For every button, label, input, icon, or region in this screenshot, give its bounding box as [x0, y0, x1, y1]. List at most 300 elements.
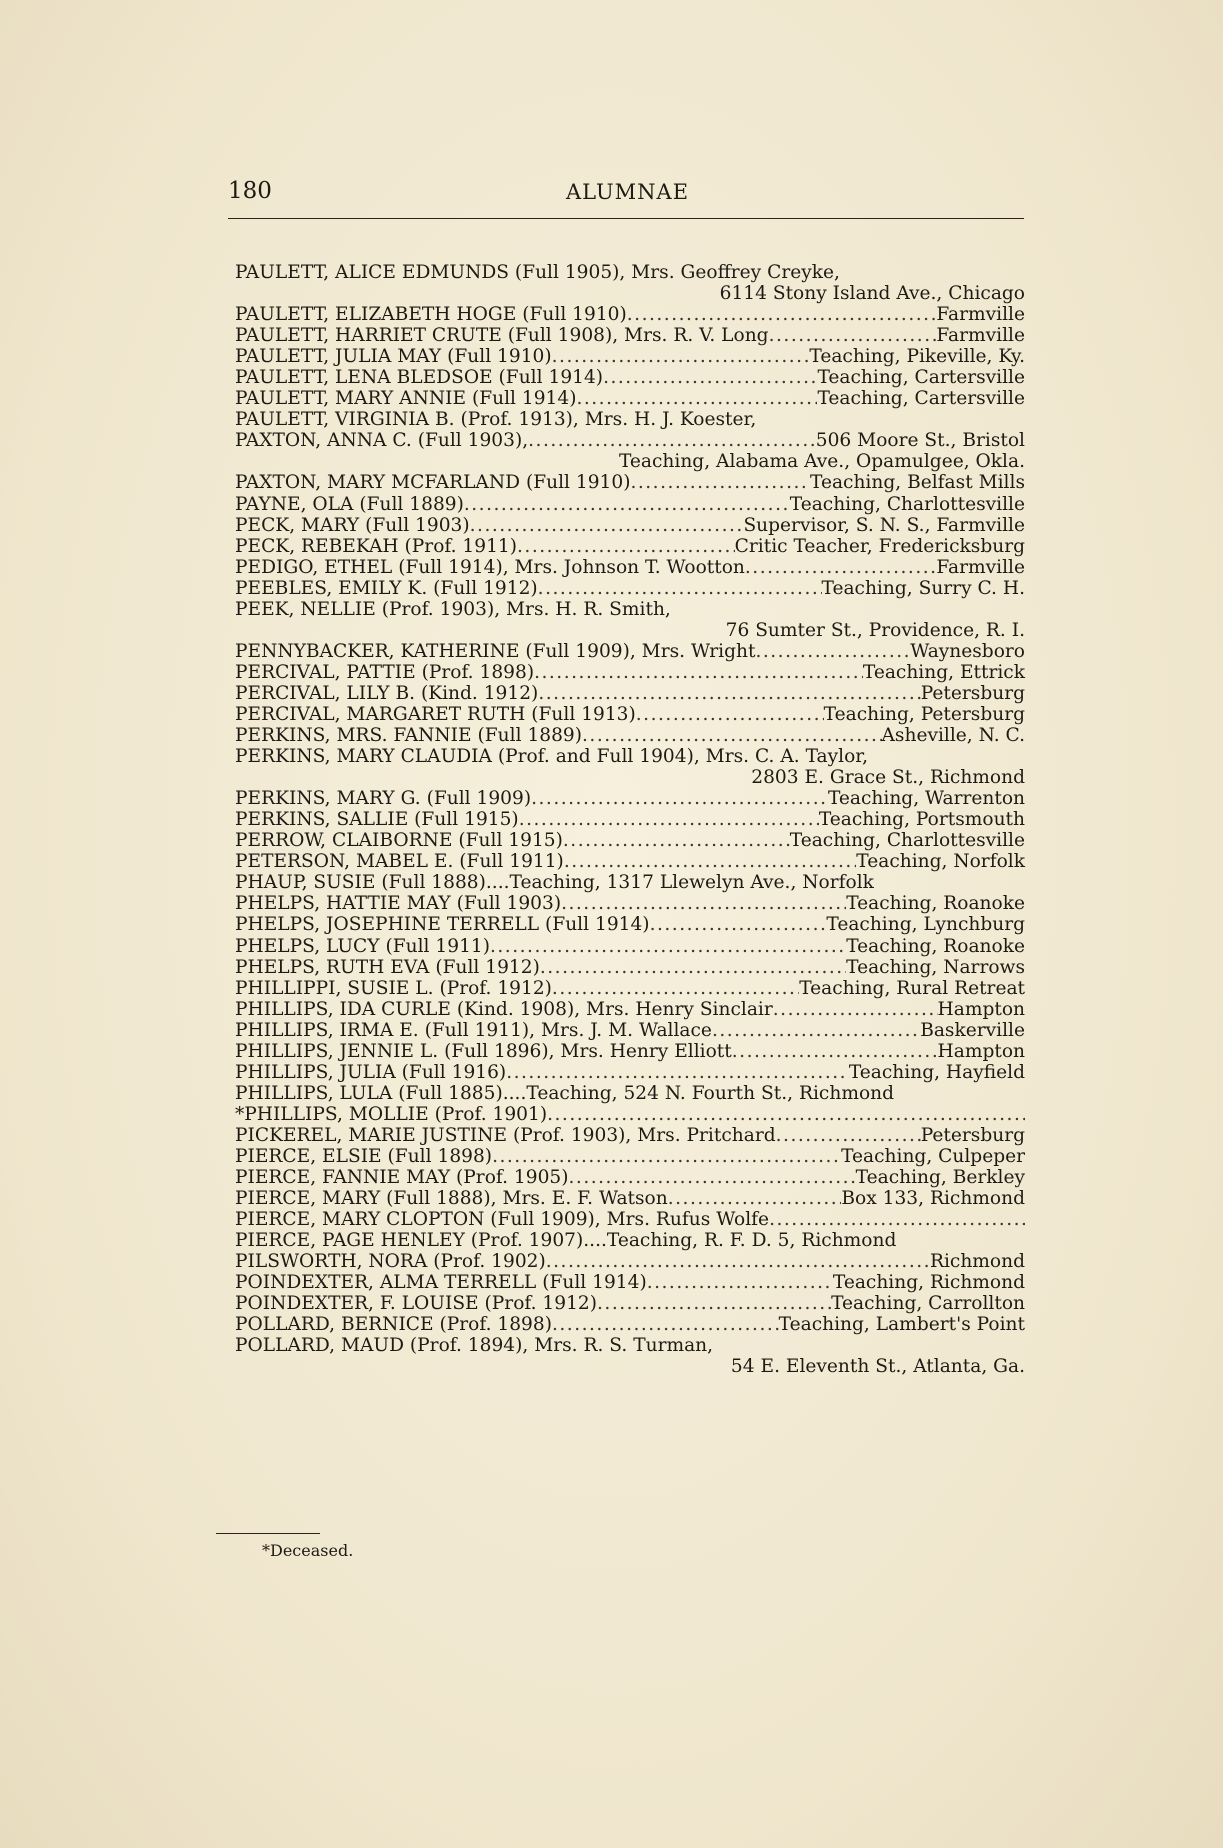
entry-line — [235, 704, 1025, 725]
dot-leader — [636, 704, 824, 725]
alumna-name: PEEBLES, EMILY K. — [235, 577, 428, 599]
entry-destination: Teaching, Hayfield — [848, 1061, 1025, 1083]
entry-destination: Box 133, Richmond — [841, 1188, 1025, 1210]
entry-destination: Petersburg — [920, 1124, 1025, 1146]
alumnae-list — [235, 262, 1025, 1377]
entry-main — [235, 1272, 647, 1293]
alumna-name: PERCIVAL, PATTIE — [235, 661, 416, 683]
alumna-name: PETERSON, MABEL E. — [235, 851, 454, 873]
entry-main — [235, 662, 534, 683]
entry-details: (Prof. 1905) — [450, 1167, 569, 1189]
entry-details: (Prof. 1913), Mrs. H. J. Koester, — [454, 409, 757, 431]
entry-line — [235, 1272, 1025, 1293]
entry-main — [235, 1251, 546, 1272]
list-item — [235, 1020, 1025, 1041]
entry-details: (Full 1888), Mrs. E. F. Watson — [380, 1188, 668, 1210]
entry-line — [235, 388, 1025, 409]
entry-continuation: Teaching, Alabama Ave., Opamulgee, Okla. — [618, 451, 1025, 473]
entry-details: (Full 1885)....Teaching, 524 N. Fourth St., Richmond — [392, 1082, 895, 1104]
entry-destination: Teaching, Lambert's Point — [778, 1314, 1025, 1336]
list-item — [235, 304, 1025, 325]
entry-details: (Full 1896), Mrs. Henry Elliott — [438, 1040, 732, 1062]
dot-leader — [506, 1062, 849, 1083]
alumna-name: PILSWORTH, NORA — [235, 1251, 428, 1273]
entry-line — [235, 1335, 1025, 1356]
dot-leader — [528, 430, 816, 451]
entry-main — [235, 914, 650, 935]
entry-line — [235, 746, 1025, 767]
alumna-name: PAULETT, ALICE EDMUNDS — [235, 262, 509, 283]
entry-main — [235, 1335, 713, 1356]
list-item — [235, 936, 1025, 957]
entry-line — [235, 936, 1025, 957]
alumna-name: PHILLIPPI, SUSIE L. — [235, 977, 434, 999]
alumna-name: PHILLIPS, IDA CURLE — [235, 998, 451, 1020]
entry-continuation: 2803 E. Grace St., Richmond — [751, 767, 1025, 789]
entry-details: (Full 1914) — [492, 367, 604, 389]
entry-destination: Teaching, Norfolk — [856, 851, 1025, 873]
entry-line — [235, 262, 1025, 283]
dot-leader — [552, 1314, 779, 1335]
entry-line — [235, 557, 1025, 578]
footnote: *Deceased. — [262, 1541, 354, 1560]
entry-main — [235, 1188, 668, 1209]
entry-main — [235, 999, 773, 1020]
entry-details: (Prof. 1901) — [428, 1103, 548, 1125]
entry-main — [235, 830, 563, 851]
list-item — [235, 851, 1025, 872]
entry-line — [235, 1188, 1025, 1209]
entry-details: (Prof. 1898) — [415, 661, 535, 683]
entry-main — [235, 1020, 712, 1041]
entry-line — [235, 1209, 1025, 1230]
alumna-name: PHILLIPS, JENNIE L. — [235, 1040, 439, 1062]
entry-line — [235, 1083, 1025, 1104]
dot-leader — [712, 1020, 920, 1041]
entry-details: (Full 1903) — [359, 514, 470, 536]
dot-leader — [464, 494, 790, 515]
alumna-name: PIERCE, MARY — [235, 1188, 381, 1210]
entry-line — [235, 809, 1025, 830]
list-item — [235, 914, 1025, 935]
alumna-name: PHELPS, LUCY — [235, 935, 380, 957]
dot-leader — [552, 346, 810, 367]
entry-main — [235, 388, 576, 409]
entry-line — [235, 788, 1025, 809]
alumna-name: PHILLIPS, IRMA E. — [235, 1019, 419, 1041]
entry-main — [235, 304, 627, 325]
list-item — [235, 1293, 1025, 1314]
entry-destination: Farmville — [936, 325, 1025, 347]
alumna-name: PERKINS, MARY G. — [235, 788, 421, 810]
list-item — [235, 999, 1025, 1020]
list-item — [235, 746, 1025, 788]
dot-leader — [776, 1125, 921, 1146]
list-item — [235, 1188, 1025, 1209]
dot-leader — [538, 578, 822, 599]
alumna-name: PAXTON, MARY MCFARLAND — [235, 472, 521, 494]
entry-details: (Full 1909), Mrs. Wright — [519, 640, 756, 662]
entry-main — [235, 936, 490, 957]
entry-main — [235, 599, 671, 620]
entry-details: (Prof. 1894), Mrs. R. S. Turman, — [404, 1335, 714, 1357]
entry-details: (Full 1908), Mrs. R. V. Long — [501, 325, 769, 347]
list-item — [235, 957, 1025, 978]
entry-main — [235, 262, 840, 283]
list-item — [235, 325, 1025, 346]
alumna-name: PHELPS, HATTIE MAY — [235, 893, 451, 915]
entry-line — [235, 1020, 1025, 1041]
list-item — [235, 599, 1025, 641]
list-item — [235, 788, 1025, 809]
list-item — [235, 1083, 1025, 1104]
list-item — [235, 1125, 1025, 1146]
entry-main — [235, 725, 582, 746]
entry-line — [235, 409, 1025, 430]
list-item — [235, 367, 1025, 388]
list-item — [235, 704, 1025, 725]
entry-destination: Petersburg — [920, 682, 1025, 704]
entry-destination: Teaching, Rural Retreat — [799, 977, 1025, 999]
alumna-name: PAULETT, ELIZABETH HOGE — [235, 304, 517, 326]
list-item — [235, 1167, 1025, 1188]
list-item — [235, 1314, 1025, 1335]
entry-details: (Kind. 1912) — [415, 682, 539, 704]
list-item — [235, 1146, 1025, 1167]
entry-destination: Teaching, Charlottesville — [789, 830, 1025, 852]
entry-line — [235, 1062, 1025, 1083]
dot-leader — [647, 1272, 833, 1293]
dot-leader — [597, 1293, 831, 1314]
entry-details: (Full 1912) — [427, 577, 538, 599]
list-item — [235, 409, 1025, 430]
entry-line — [235, 978, 1025, 999]
entry-main — [235, 1041, 732, 1062]
alumna-name: PEEK, NELLIE — [235, 598, 376, 620]
alumna-name: PERCIVAL, MARGARET RUTH — [235, 703, 526, 725]
alumna-name: PENNYBACKER, KATHERINE — [235, 640, 520, 662]
list-item — [235, 430, 1025, 472]
entry-line — [235, 346, 1025, 367]
list-item — [235, 494, 1025, 515]
dot-leader — [563, 830, 790, 851]
entry-details: (Prof. 1898) — [433, 1314, 552, 1336]
entry-main — [235, 494, 464, 515]
dot-leader — [519, 809, 819, 830]
entry-line — [235, 1167, 1025, 1188]
alumna-name: PERKINS, MRS. FANNIE — [235, 725, 472, 747]
alumna-name: PHILLIPS, JULIA — [235, 1061, 396, 1083]
dot-leader — [547, 1104, 1025, 1125]
entry-details: (Full 1903), — [411, 430, 529, 452]
alumna-name: PECK, REBEKAH — [235, 535, 399, 557]
entry-main — [235, 641, 755, 662]
entry-line — [235, 999, 1025, 1020]
entry-main — [235, 367, 603, 388]
alumna-name: PAULETT, LENA BLEDSOE — [235, 367, 493, 389]
alumna-name: PIERCE, MARY CLOPTON — [235, 1209, 485, 1231]
entry-destination: Teaching, Culpeper — [841, 1145, 1025, 1167]
entry-line — [235, 325, 1025, 346]
entry-line — [235, 851, 1025, 872]
entry-line — [235, 430, 1025, 451]
entry-details: (Full 1914), Mrs. Johnson T. Wootton — [392, 556, 745, 578]
entry-details: (Full 1914) — [466, 388, 577, 410]
entry-main — [235, 1062, 506, 1083]
alumna-name: PERKINS, SALLIE — [235, 809, 409, 831]
list-item — [235, 557, 1025, 578]
list-item — [235, 1251, 1025, 1272]
entry-main — [235, 1230, 896, 1251]
entry-main — [235, 557, 745, 578]
entry-line — [235, 662, 1025, 683]
dot-leader — [564, 851, 856, 872]
entry-details: (Prof. 1903), Mrs. Pritchard — [507, 1124, 776, 1146]
dot-leader — [576, 388, 817, 409]
entry-main — [235, 893, 561, 914]
entry-line — [235, 1146, 1025, 1167]
entry-destination: Teaching, Belfast Mills — [809, 472, 1025, 494]
entry-details: (Full 1913) — [525, 703, 636, 725]
entry-main — [235, 325, 769, 346]
list-item — [235, 893, 1025, 914]
entry-line — [235, 1104, 1025, 1125]
dot-leader — [668, 1188, 842, 1209]
dot-leader — [630, 472, 810, 493]
entry-destination: Teaching, Roanoke — [846, 935, 1025, 957]
list-item — [235, 978, 1025, 999]
entry-details: (Full 1911) — [453, 851, 564, 873]
entry-line — [235, 536, 1025, 557]
list-item — [235, 1335, 1025, 1377]
list-item — [235, 641, 1025, 662]
entry-details: (Full 1911) — [379, 935, 490, 957]
alumna-name: PAULETT, VIRGINIA B. — [235, 409, 455, 431]
entry-destination: Teaching, Petersburg — [823, 703, 1025, 725]
entry-line — [235, 1041, 1025, 1062]
entry-destination: Teaching, Surry C. H. — [821, 577, 1025, 599]
entry-line — [235, 830, 1025, 851]
entry-main — [235, 430, 528, 451]
entry-destination: Hampton — [937, 998, 1025, 1020]
entry-details: (Full 1915) — [452, 830, 563, 852]
dot-leader — [627, 304, 937, 325]
list-item — [235, 515, 1025, 536]
entry-details: (Full 1889) — [353, 493, 464, 515]
entry-destination: Waynesboro — [910, 640, 1025, 662]
dot-leader — [561, 893, 846, 914]
list-item — [235, 472, 1025, 493]
entry-main — [235, 1293, 597, 1314]
entry-destination: Teaching, Cartersville — [817, 388, 1025, 410]
entry-main — [235, 1104, 547, 1125]
page-header — [228, 178, 1024, 219]
dot-leader — [582, 725, 881, 746]
entry-main — [235, 851, 564, 872]
dot-leader — [517, 536, 735, 557]
entry-details: (Prof. 1907)....Teaching, R. F. D. 5, Richmond — [464, 1230, 897, 1252]
entry-line — [235, 1125, 1025, 1146]
entry-line — [235, 893, 1025, 914]
dot-leader — [603, 367, 817, 388]
entry-line — [235, 599, 1025, 620]
entry-main — [235, 1083, 894, 1104]
alumna-name: PIERCE, ELSIE — [235, 1145, 382, 1167]
entry-details: (Full 1910) — [516, 304, 627, 326]
entry-details: (Prof. 1903), Mrs. H. R. Smith, — [375, 598, 671, 620]
entry-line — [235, 957, 1025, 978]
entry-destination: Richmond — [929, 1251, 1025, 1273]
entry-details: (Full 1903) — [450, 893, 562, 915]
alumna-name: PAULETT, JULIA MAY — [235, 346, 442, 368]
entry-continuation: 76 Sumter St., Providence, R. I. — [725, 619, 1025, 641]
alumna-name: PAULETT, HARRIET CRUTE — [235, 325, 502, 347]
list-item — [235, 578, 1025, 599]
entry-main — [235, 1146, 492, 1167]
dot-leader — [534, 662, 863, 683]
alumna-name: PECK, MARY — [235, 514, 360, 536]
list-item — [235, 1230, 1025, 1251]
alumna-name: POLLARD, BERNICE — [235, 1314, 434, 1336]
entry-line — [235, 914, 1025, 935]
entry-main — [235, 472, 630, 493]
entry-main — [235, 746, 868, 767]
entry-main — [235, 1125, 776, 1146]
alumna-name: PERROW, CLAIBORNE — [235, 830, 453, 852]
entry-details: (Prof. 1902) — [427, 1251, 546, 1273]
entry-details: (Full 1909), Mrs. Rufus Wolfe — [484, 1209, 770, 1231]
alumna-name: PAULETT, MARY ANNIE — [235, 388, 467, 410]
list-item — [235, 830, 1025, 851]
entry-main — [235, 1314, 552, 1335]
entry-destination: Teaching, Cartersville — [817, 367, 1025, 389]
entry-main — [235, 683, 538, 704]
dot-leader — [470, 515, 744, 536]
entry-destination: Teaching, Charlottesville — [789, 493, 1025, 515]
list-item — [235, 809, 1025, 830]
entry-main — [235, 872, 874, 893]
alumna-name: PHAUP, SUSIE — [235, 872, 376, 894]
running-head: ALUMNAE — [566, 180, 690, 204]
footnote-divider — [216, 1533, 320, 1534]
entry-details: (Full 1910) — [520, 472, 631, 494]
dot-leader — [773, 999, 938, 1020]
entry-line — [235, 367, 1025, 388]
list-item — [235, 1209, 1025, 1230]
entry-details: (Kind. 1908), Mrs. Henry Sinclair — [450, 998, 773, 1020]
entry-destination: 506 Moore St., Bristol — [815, 430, 1025, 452]
alumna-name: PAXTON, ANNA C. — [235, 430, 412, 452]
entry-continuation: 6114 Stony Island Ave., Chicago — [719, 283, 1025, 305]
entry-details: (Full 1910) — [441, 346, 552, 368]
list-item — [235, 1104, 1025, 1125]
alumna-name: PHELPS, RUTH EVA — [235, 956, 430, 978]
entry-line — [235, 1251, 1025, 1272]
entry-main — [235, 957, 540, 978]
alumna-name: *PHILLIPS, MOLLIE — [235, 1103, 429, 1125]
alumna-name: PERCIVAL, LILY B. — [235, 682, 416, 704]
entry-main — [235, 536, 517, 557]
entry-main — [235, 515, 470, 536]
alumna-name: PIERCE, FANNIE MAY — [235, 1167, 451, 1189]
entry-destination: Teaching, Warrenton — [827, 788, 1025, 810]
alumna-name: PEDIGO, ETHEL — [235, 556, 393, 578]
entry-line — [235, 472, 1025, 493]
alumna-name: POLLARD, MAUD — [235, 1335, 404, 1357]
entry-destination: Teaching, Pikeville, Ky. — [809, 346, 1025, 368]
dot-leader — [490, 936, 846, 957]
entry-details: (Full 1911), Mrs. J. M. Wallace — [418, 1019, 712, 1041]
entry-details: (Prof. 1912) — [433, 977, 552, 999]
entry-main — [235, 978, 552, 999]
entry-line — [235, 1293, 1025, 1314]
page-number: 180 — [228, 178, 272, 204]
dot-leader — [769, 325, 937, 346]
alumna-name: PHILLIPS, LULA — [235, 1082, 393, 1104]
entry-main — [235, 1167, 569, 1188]
dot-leader — [546, 1251, 930, 1272]
entry-destination: Critic Teacher, Fredericksburg — [734, 535, 1025, 557]
list-item — [235, 536, 1025, 557]
entry-destination: Baskerville — [920, 1019, 1025, 1041]
dot-leader — [552, 978, 799, 999]
list-item — [235, 662, 1025, 683]
list-item — [235, 388, 1025, 409]
entry-destination: Supervisor, S. N. S., Farmville — [743, 514, 1025, 536]
dot-leader — [745, 557, 937, 578]
entry-destination: Teaching, Lynchburg — [826, 914, 1025, 936]
entry-line — [235, 494, 1025, 515]
alumna-name: PIERCE, PAGE HENLEY — [235, 1230, 465, 1252]
entry-destination: Teaching, Portsmouth — [818, 809, 1025, 831]
list-item — [235, 1272, 1025, 1293]
list-item — [235, 725, 1025, 746]
dot-leader — [569, 1167, 856, 1188]
dot-leader — [769, 1209, 1025, 1230]
entry-details: (Full 1915) — [408, 809, 519, 831]
list-item — [235, 346, 1025, 367]
entry-line — [235, 641, 1025, 662]
dot-leader — [531, 788, 828, 809]
dot-leader — [755, 641, 910, 662]
list-item — [235, 1062, 1025, 1083]
entry-main — [235, 788, 531, 809]
entry-details: (Full 1888)....Teaching, 1317 Llewelyn Ave., Norfolk — [375, 872, 874, 894]
entry-line — [235, 578, 1025, 599]
entry-details: (Full 1916) — [395, 1061, 507, 1083]
entry-main — [235, 809, 519, 830]
entry-line — [235, 1314, 1025, 1335]
entry-main — [235, 346, 552, 367]
entry-details: (Prof. 1911) — [398, 535, 517, 557]
dot-leader — [650, 914, 827, 935]
entry-main — [235, 409, 756, 430]
entry-destination: Farmville — [936, 556, 1025, 578]
alumna-name: POINDEXTER, ALMA TERRELL — [235, 1272, 537, 1294]
alumna-name: PAYNE, OLA — [235, 493, 354, 515]
entry-line — [235, 725, 1025, 746]
entry-details: (Full 1914) — [536, 1272, 647, 1294]
entry-line — [235, 1230, 1025, 1251]
list-item — [235, 262, 1025, 304]
entry-details: (Prof. and Full 1904), Mrs. C. A. Taylor, — [491, 746, 869, 768]
entry-main — [235, 578, 538, 599]
entry-destination: Farmville — [936, 304, 1025, 326]
entry-details: (Full 1909) — [420, 788, 532, 810]
entry-line — [235, 683, 1025, 704]
entry-destination: Teaching, Roanoke — [846, 893, 1025, 915]
list-item — [235, 683, 1025, 704]
